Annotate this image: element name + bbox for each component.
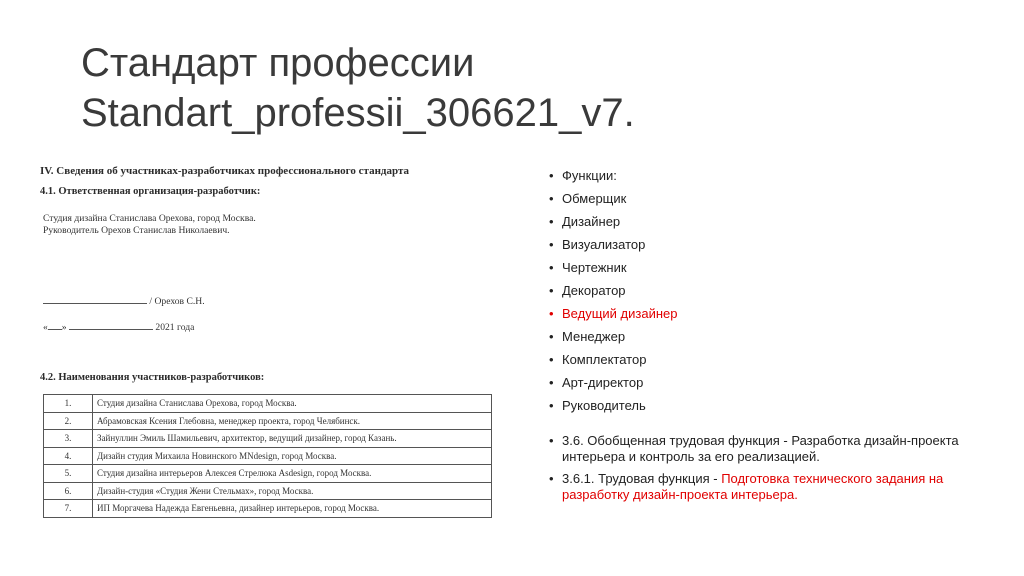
org-line-1: Студия дизайна Станислава Орехова, город Москва. — [43, 213, 256, 224]
row-number: 3. — [44, 430, 93, 448]
list-item — [546, 260, 986, 276]
table-row — [44, 465, 492, 483]
slide-title-line-1: Стандарт профессии — [81, 41, 475, 85]
list-item — [546, 398, 986, 414]
document-heading: IV. Сведения об участниках-разработчиках профессионального стандарта — [40, 165, 409, 177]
members-table — [43, 394, 492, 518]
bullet-icon: • — [549, 329, 554, 344]
function-label: Декоратор — [562, 283, 626, 298]
function-label: Дизайнер — [562, 214, 621, 229]
function-label: Руководитель — [562, 398, 646, 413]
table-row — [44, 412, 492, 430]
labor-function-highlight: Подготовка технического задания на разработку дизайн-проекта интерьера. — [562, 471, 944, 502]
list-item — [546, 168, 986, 184]
bullet-icon: • — [549, 214, 554, 229]
function-label-highlight: Ведущий дизайнер — [562, 306, 678, 321]
date-year: 2021 года — [155, 322, 195, 333]
row-number: 2. — [44, 412, 93, 430]
row-name: Дизайн студия Михаила Новинского MNdesign, город Москва. — [93, 447, 492, 465]
row-number: 7. — [44, 500, 93, 518]
function-label: Чертежник — [562, 260, 627, 275]
row-number: 6. — [44, 482, 93, 500]
list-item — [546, 191, 986, 207]
date-open-quote: « — [43, 322, 48, 333]
function-label: Обмерщик — [562, 191, 627, 206]
signature-blank — [43, 303, 147, 304]
row-name: Абрамовская Ксения Глебовна, менеджер проекта, город Челябинск. — [93, 412, 492, 430]
list-item — [546, 283, 986, 299]
function-label: Арт-директор — [562, 375, 644, 390]
date-line — [43, 322, 194, 334]
function-label: Комплектатор — [562, 352, 647, 367]
signature-name: / Орехов С.Н. — [149, 296, 205, 307]
function-label: Визуализатор — [562, 237, 646, 252]
slide-title — [81, 38, 981, 138]
table-row — [44, 500, 492, 518]
function-label: Функции: — [562, 168, 617, 183]
signature-line — [43, 296, 205, 308]
bullet-icon: • — [549, 168, 554, 183]
row-name: Студия дизайна Станислава Орехова, город Москва. — [93, 395, 492, 413]
bullet-icon: • — [549, 260, 554, 275]
document-subheading-org: 4.1. Ответственная организация-разработчик: — [40, 186, 261, 197]
bullet-icon: • — [549, 306, 554, 321]
bullet-icon: • — [549, 237, 554, 252]
functions-panel — [546, 168, 986, 509]
row-number: 4. — [44, 447, 93, 465]
list-item — [546, 375, 986, 391]
labor-functions-list — [546, 433, 986, 503]
list-item — [546, 306, 986, 322]
function-label: Менеджер — [562, 329, 626, 344]
functions-list — [546, 168, 986, 414]
labor-function-prefix: 3.6.1. Трудовая функция - — [562, 471, 722, 486]
list-item — [546, 329, 986, 345]
table-row — [44, 430, 492, 448]
row-name: Зайнуллин Эмиль Шамильевич, архитектор, ведущий дизайнер, город Казань. — [93, 430, 492, 448]
date-close-quote: » — [61, 322, 67, 333]
general-labor-function: 3.6. Обобщенная трудовая функция - Разработка дизайн-проекта интерьера и контроль за его реализацией. — [562, 433, 959, 464]
table-row — [44, 395, 492, 413]
table-row — [44, 447, 492, 465]
document-subheading-members: 4.2. Наименования участников-разработчиков: — [40, 372, 265, 383]
bullet-icon: • — [549, 433, 554, 448]
bullet-icon: • — [549, 352, 554, 367]
list-item — [546, 214, 986, 230]
row-number: 5. — [44, 465, 93, 483]
bullet-icon: • — [549, 283, 554, 298]
bullet-icon: • — [549, 471, 554, 486]
org-line-2: Руководитель Орехов Станислав Николаевич. — [43, 225, 230, 236]
row-name: Студия дизайна интерьеров Алексея Стрелюка Asdesign, город Москва. — [93, 465, 492, 483]
table-row — [44, 482, 492, 500]
month-blank — [69, 329, 153, 330]
row-number: 1. — [44, 395, 93, 413]
slide-title-line-2: Standart_professii_306621_v7. — [81, 91, 635, 135]
row-name: ИП Моргачева Надежда Евгеньевна, дизайнер интерьеров, город Москва. — [93, 500, 492, 518]
row-name: Дизайн-студия «Студия Жени Стельмах», город Москва. — [93, 482, 492, 500]
list-item — [546, 433, 986, 465]
day-blank — [48, 329, 62, 330]
bullet-icon: • — [549, 375, 554, 390]
list-item — [546, 352, 986, 368]
list-item — [546, 471, 986, 503]
list-item — [546, 237, 986, 253]
bullet-icon: • — [549, 398, 554, 413]
bullet-icon: • — [549, 191, 554, 206]
